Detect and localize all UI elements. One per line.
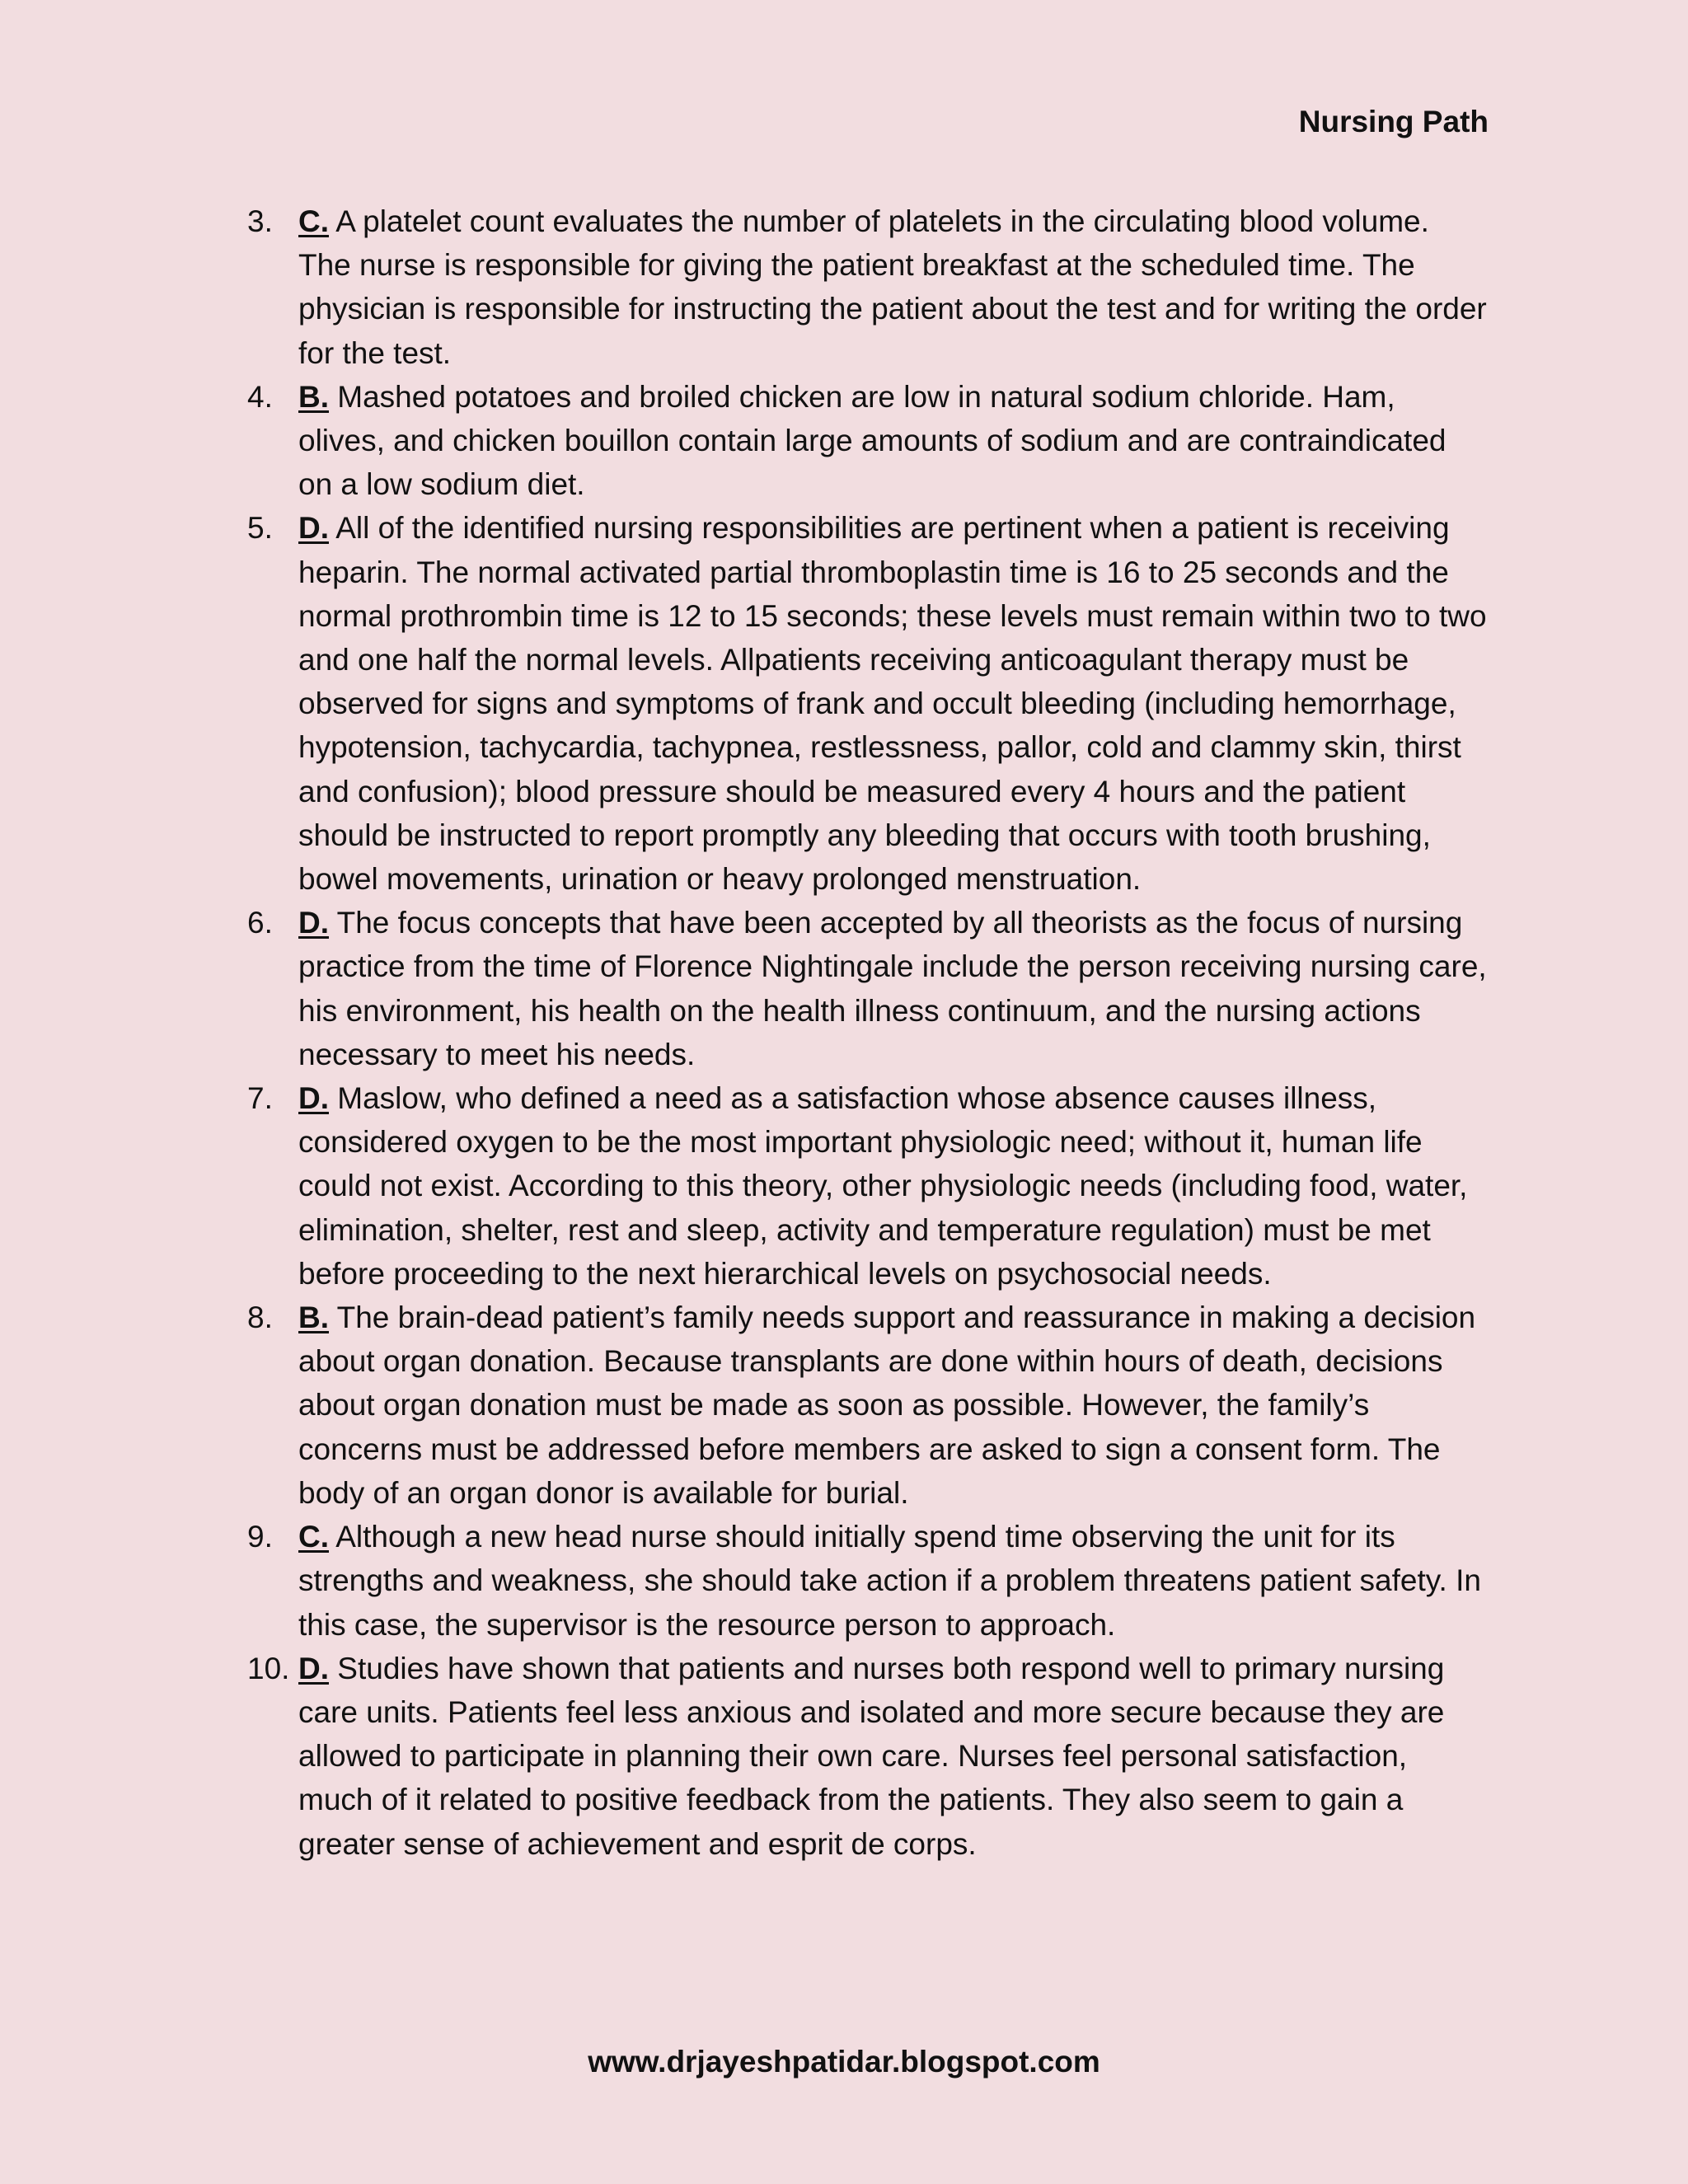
answer-text: A platelet count evaluates the number of platelets in the circulating blood volume. The nurse is responsible for giving the patient breakfast at the scheduled time. The physician is responsible for instructing the patient about the test and for writing the order for the test. — [298, 204, 1487, 370]
answer-number: 7. — [247, 1081, 273, 1116]
answer-item — [247, 375, 1488, 507]
answer-number: 5. — [247, 511, 273, 546]
answer-number: 9. — [247, 1520, 273, 1554]
answer-letter: B. — [298, 1301, 329, 1335]
answer-number: 3. — [247, 204, 273, 238]
answer-number: 6. — [247, 906, 273, 940]
page-header-title: Nursing Path — [1298, 105, 1489, 138]
answer-item — [247, 1076, 1488, 1296]
answer-item — [247, 506, 1488, 901]
answer-item — [247, 1515, 1488, 1647]
answer-body — [298, 199, 1488, 375]
answer-item — [247, 1647, 1488, 1866]
answer-letter: C. — [298, 1520, 329, 1554]
answer-text: All of the identified nursing responsibilities are pertinent when a patient is receiving heparin. The normal activated partial thromboplastin time is 16 to 25 seconds and the normal prothrombin time is 12 to 15 seconds; these levels must remain within two to two and one half the normal levels. Allpatients receiving anticoagulant therapy must be observed for signs and symptoms of frank and occult bleeding (including hemorrhage, hypotension, tachycardia, tachypnea, restlessness, pallor, cold and clammy skin, thirst and confusion); blood pressure should be measured every 4 hours and the patient should be instructed to report promptly any bleeding that occurs with tooth brushing, bowel movements, urination or heavy prolonged menstruation. — [298, 511, 1487, 897]
answer-body — [298, 901, 1488, 1076]
answer-text: The brain-dead patient’s family needs support and reassurance in making a decision about organ donation. Because transplants are done within hours of death, decisions about organ donation must be made as soon as possible. However, the family’s concerns must be addressed before members are asked to sign a consent form. The body of an organ donor is available for burial. — [298, 1301, 1476, 1510]
answer-item — [247, 199, 1488, 375]
answer-body — [298, 1515, 1488, 1647]
footer-url: www.drjayeshpatidar.blogspot.com — [588, 2045, 1100, 2079]
answer-letter: D. — [298, 1651, 329, 1685]
answer-text: Although a new head nurse should initially spend time observing the unit for its strengths and weakness, she should take action if a problem threatens patient safety. In this case, the supervisor is the resource person to approach. — [298, 1520, 1481, 1642]
answer-item — [247, 901, 1488, 1076]
answer-text: Maslow, who defined a need as a satisfaction whose absence causes illness, considered oxygen to be the most important physiologic need; without it, human life could not exist. According to this theory, other physiologic needs (including food, water, elimination, shelter, rest and sleep, activity and temperature regulation) must be met before proceeding to the next hierarchical levels on psychosocial needs. — [298, 1081, 1468, 1291]
answer-text: Mashed potatoes and broiled chicken are low in natural sodium chloride. Ham, olives, and chicken bouillon contain large amounts of sodium and are contraindicated on a low sodium diet. — [298, 379, 1447, 502]
answer-body — [298, 1076, 1488, 1296]
answer-body — [298, 506, 1488, 901]
answer-list — [247, 199, 1488, 1866]
answer-number: 10. — [247, 1651, 290, 1685]
answer-number: 4. — [247, 379, 273, 414]
answer-letter: D. — [298, 906, 329, 940]
answer-letter: D. — [298, 511, 329, 546]
answer-body — [298, 1296, 1488, 1515]
answer-body — [298, 1647, 1488, 1866]
answer-item — [247, 1296, 1488, 1515]
answer-letter: B. — [298, 379, 329, 414]
answer-number: 8. — [247, 1301, 273, 1335]
answer-text: Studies have shown that patients and nurses both respond well to primary nursing care units. Patients feel less anxious and isolated and more secure because they are allowed to participate in planning their own care. Nurses feel personal satisfaction, much of it related to positive feedback from the patients. They also seem to gain a greater sense of achievement and esprit de corps. — [298, 1651, 1445, 1861]
answer-letter: C. — [298, 204, 329, 238]
answer-text: The focus concepts that have been accepted by all theorists as the focus of nursing practice from the time of Florence Nightingale include the person receiving nursing care, his environment, his health on the health illness continuum, and the nursing actions necessary to meet his needs. — [298, 906, 1487, 1071]
answer-letter: D. — [298, 1081, 329, 1116]
answer-body — [298, 375, 1488, 507]
